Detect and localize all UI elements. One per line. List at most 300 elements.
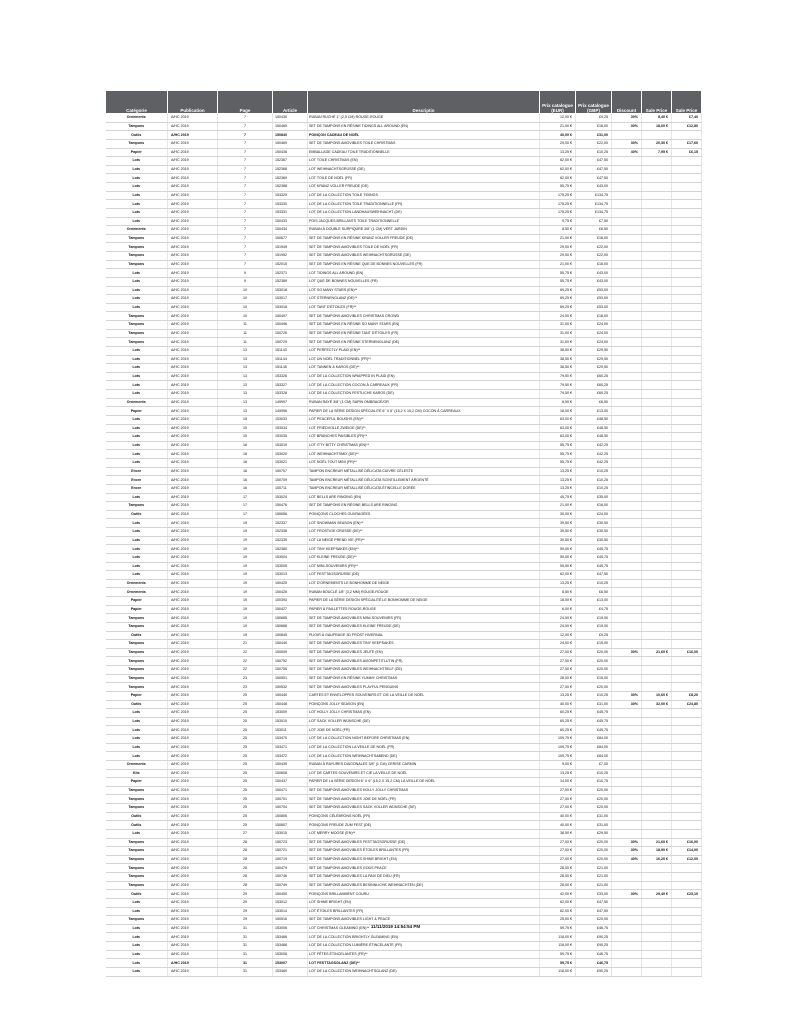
cell-price-eur: 27,00 € [540,855,576,864]
cell-sale-price-eur: 29,40 € [642,890,672,899]
cell-article: 150746 [273,873,308,882]
cell-sale-price-eur [642,398,672,407]
cell-description: PAPIER À PAILLETTES ROUGE-ROUGE [308,605,540,614]
cell-sale-price-gbp [672,743,702,752]
cell-description: LOT KLEINE FREUDE (DE)** [308,553,540,562]
cell-publication: A/HC 2019 [168,467,218,476]
cell-article: 153012 [273,898,308,907]
cell-article: 150845 [273,631,308,640]
cell-publication: A/HC 2019 [168,631,218,640]
cell-price-eur: 38,50 € [540,355,576,364]
cell-price-gbp: £60,25 [576,381,612,390]
cell-sale-price-eur [642,553,672,562]
cell-discount [612,200,642,209]
table-row [106,933,702,942]
cell-publication: A/HC 2019 [168,588,218,597]
cell-discount [612,528,642,537]
cell-article: 150656 [273,510,308,519]
cell-price-gbp: £22,00 [576,252,612,261]
cell-description: SET DE TAMPONS AMOVIBLES SHINE BRIGHT (EN) [308,855,540,864]
cell-discount [612,795,642,804]
cell-publication: A/HC 2019 [168,838,218,847]
cell-price-gbp: £24,00 [576,338,612,347]
cell-price-gbp: £21,00 [576,864,612,873]
cell-price-eur: 18,00 € [540,407,576,416]
cell-price-eur: 60,25 € [540,717,576,726]
cell-page: 23 [218,674,273,683]
cell-price-eur: 69,25 € [540,303,576,312]
table-row [106,407,702,416]
cell-page: 25 [218,709,273,718]
cell-article: 152339 [273,536,308,545]
cell-sale-price-eur [642,579,672,588]
cell-description: LOT NOËL TOUT MINI (FR)** [308,459,540,468]
cell-publication: A/HC 2019 [168,191,218,200]
cell-sale-price-gbp [672,545,702,554]
cell-description: SET DE TAMPONS EN RÉSINE TIDINGS ALL AROUND (EN) [308,122,540,131]
cell-publication: A/HC 2019 [168,114,218,123]
table-row [106,890,702,899]
cell-sale-price-eur [642,346,672,355]
cell-page: 28 [218,881,273,890]
cell-sale-price-gbp [672,381,702,390]
cell-discount [612,622,642,631]
cell-category: Tampons [106,683,168,692]
cell-price-eur: 12,00 € [540,631,576,640]
cell-publication: A/HC 2019 [168,553,218,562]
cell-price-eur: 38,50 € [540,346,576,355]
cell-page: 11 [218,321,273,330]
cell-price-eur: 13,25 € [540,484,576,493]
cell-sale-price-gbp [672,916,702,925]
cell-article: 152388 [273,183,308,192]
header-sale-price-gbp: Sale Price [672,91,702,114]
cell-article: 153470 [273,735,308,744]
cell-category: Lots [106,959,168,968]
header-publication: Publication [168,91,218,114]
cell-category: Tampons [106,648,168,657]
cell-price-gbp: £31,00 [576,131,612,140]
table-row [106,131,702,140]
cell-description: POINÇONS CLOCHES OUVRAGÉES [308,510,540,519]
cell-publication: A/HC 2019 [168,916,218,925]
cell-price-gbp: £24,00 [576,329,612,338]
cell-page: 13 [218,346,273,355]
cell-category: Papier [106,148,168,157]
cell-discount [612,614,642,623]
cell-category: Papier [106,691,168,700]
cell-page: 28 [218,855,273,864]
cell-description: SET DE TAMPONS AMOVIBLES KLEINE FREUDE (DE) [308,622,540,631]
cell-sale-price-eur [642,476,672,485]
cell-sale-price-gbp [672,735,702,744]
cell-description: SET DE TAMPONS AMOVIBLES CHRISTMAS CROWD [308,312,540,321]
cell-sale-price-eur [642,760,672,769]
table-row [106,536,702,545]
cell-price-eur: 59,50 € [540,562,576,571]
table-row [106,174,702,183]
cell-article: 150426 [273,588,308,597]
cell-page: 29 [218,907,273,916]
cell-category: Tampons [106,614,168,623]
cell-sale-price-eur [642,942,672,951]
cell-page: 22 [218,648,273,657]
cell-page: 7 [218,200,273,209]
table-row [106,381,702,390]
table-row [106,122,702,131]
cell-price-gbp: £48,50 [576,433,612,442]
cell-category: Lots [106,562,168,571]
table-row [106,398,702,407]
cell-sale-price-eur [642,372,672,381]
table-row [106,726,702,735]
cell-article: 150440 [273,691,308,700]
cell-category: Lots [106,933,168,942]
cell-article: 150516 [273,916,308,925]
cell-price-gbp: £42,25 [576,441,612,450]
cell-publication: A/HC 2019 [168,700,218,709]
cell-discount: 40% [612,148,642,157]
table-row [106,355,702,364]
cell-price-gbp: £47,50 [576,571,612,580]
cell-publication: A/HC 2019 [168,735,218,744]
cell-price-eur: 9,75 € [540,217,576,226]
cell-price-eur: 13,25 € [540,769,576,778]
cell-publication: A/HC 2019 [168,398,218,407]
cell-price-eur: 59,50 € [540,553,576,562]
cell-article: 150719 [273,855,308,864]
cell-article: 153011 [273,726,308,735]
cell-article: 153009 [273,709,308,718]
table-row [106,364,702,373]
cell-sale-price-gbp [672,174,702,183]
cell-article: 153034 [273,424,308,433]
cell-page: 10 [218,303,273,312]
cell-price-eur: 14,00 € [540,778,576,787]
cell-sale-price-eur [642,873,672,882]
cell-publication: A/HC 2019 [168,950,218,959]
cell-price-gbp: £13,00 [576,597,612,606]
cell-page: 7 [218,252,273,261]
cell-description: SET DE TAMPONS AMOVIBLES TINY KEEPSAKES [308,640,540,649]
cell-article: 153020 [273,450,308,459]
cell-publication: A/HC 2019 [168,415,218,424]
cell-article: 150707 [273,467,308,476]
cell-category: Tampons [106,312,168,321]
cell-publication: A/HC 2019 [168,174,218,183]
cell-sale-price-gbp [672,597,702,606]
table-row [106,743,702,752]
cell-price-gbp: £45,75 [576,709,612,718]
cell-description: LOT ÉTOILES BRILLANTES (FR) [308,907,540,916]
cell-sale-price-gbp [672,510,702,519]
table-row [106,942,702,951]
cell-category: Lots [106,390,168,399]
cell-page: 25 [218,821,273,830]
cell-page: 19 [218,562,273,571]
cell-description: POINÇONS JOLLY SEASON (EN) [308,700,540,709]
cell-article: 151144 [273,355,308,364]
cell-sale-price-eur [642,329,672,338]
cell-price-gbp: £33,00 [576,890,612,899]
cell-description: SET DE TAMPONS AMOVIBLES BESINNLICHE WEIHNACHTEN (DE) [308,881,540,890]
cell-sale-price-gbp [672,898,702,907]
cell-page: 19 [218,571,273,580]
cell-discount [612,252,642,261]
cell-price-gbp: £90,25 [576,967,612,976]
cell-description: LOT SHINE BRIGHT (EN) [308,898,540,907]
cell-sale-price-eur [642,786,672,795]
cell-discount [612,717,642,726]
cell-page: 25 [218,786,273,795]
cell-sale-price-eur [642,200,672,209]
cell-discount [612,864,642,873]
cell-page: 23 [218,683,273,692]
cell-sale-price-gbp [672,476,702,485]
cell-discount [612,898,642,907]
cell-description: LOT STERNENGLANZ (DE)** [308,295,540,304]
cell-sale-price-eur [642,916,672,925]
cell-price-eur: 109,75 € [540,735,576,744]
cell-page: 10 [218,286,273,295]
cell-sale-price-eur [642,743,672,752]
cell-price-gbp: £45,75 [576,717,612,726]
cell-price-gbp: £48,50 [576,415,612,424]
cell-category: Outils [106,890,168,899]
cell-sale-price-eur [642,321,672,330]
cell-price-gbp: £16,00 [576,122,612,131]
cell-description: SET DE TAMPONS AMOVIBLES WEIHNACHTSGRÜSSE (DE) [308,252,540,261]
cell-sale-price-eur [642,545,672,554]
cell-price-eur: 60,25 € [540,726,576,735]
cell-discount: 40% [612,855,642,864]
cell-article: 153024 [273,493,308,502]
cell-page: 19 [218,519,273,528]
cell-page: 7 [218,157,273,166]
cell-sale-price-gbp [672,252,702,261]
cell-sale-price-eur: 21,60 € [642,838,672,847]
cell-price-gbp: £29,50 [576,829,612,838]
cell-discount [612,234,642,243]
cell-page: 19 [218,622,273,631]
table-row [106,493,702,502]
cell-price-eur: 59,50 € [540,545,576,554]
cell-sale-price-eur [642,157,672,166]
table-row [106,804,702,813]
cell-page: 7 [218,217,273,226]
cell-article: 150755 [273,666,308,675]
cell-publication: A/HC 2019 [168,433,218,442]
cell-price-eur: 79,50 € [540,381,576,390]
cell-discount [612,502,642,511]
cell-article: 150807 [273,821,308,830]
cell-page: 25 [218,726,273,735]
cell-article: 150501 [273,674,308,683]
cell-description: LOT TIDINGS ALL AROUND (EN) [308,269,540,278]
cell-description: LOT DE LA COLLECTION COCON À CARREAUX (FR) [308,381,540,390]
cell-description: LOT DE LA COLLECTION TOILE TRADITIONNELLE (FR) [308,200,540,209]
cell-price-eur: 63,00 € [540,433,576,442]
cell-description: LOT KRANZ VOLLER FREUDE (DE) [308,183,540,192]
table-row [106,683,702,692]
cell-article: 153004 [273,553,308,562]
cell-description: EMBALLAGE CADEAU TOILE TRADITIONNELLE [308,148,540,157]
cell-price-gbp: £10,25 [576,467,612,476]
cell-sale-price-eur [642,510,672,519]
table-row [106,881,702,890]
cell-description: SET DE TAMPONS AMOVIBLES TOILE DE NOËL (FR) [308,243,540,252]
cell-price-gbp: £47,50 [576,174,612,183]
cell-category: Tampons [106,674,168,683]
cell-price-gbp: £134,75 [576,208,612,217]
cell-article: 150704 [273,804,308,813]
cell-discount [612,321,642,330]
cell-publication: A/HC 2019 [168,260,218,269]
cell-article: 153326 [273,372,308,381]
cell-sale-price-eur [642,441,672,450]
cell-discount [612,907,642,916]
table-row [106,855,702,864]
cell-article: 153466 [273,933,308,942]
cell-category: Lots [106,183,168,192]
cell-price-gbp: £10,25 [576,148,612,157]
cell-publication: A/HC 2019 [168,933,218,942]
cell-article: 152371 [273,269,308,278]
cell-price-gbp: £10,25 [576,579,612,588]
table-row [106,321,702,330]
cell-price-gbp: £84,00 [576,752,612,761]
cell-sale-price-gbp [672,226,702,235]
cell-article: 150806 [273,812,308,821]
cell-discount [612,484,642,493]
cell-category: Lots [106,217,168,226]
cell-price-eur: 21,00 € [540,234,576,243]
cell-price-gbp: £42,25 [576,450,612,459]
cell-publication: A/HC 2019 [168,243,218,252]
cell-sale-price-eur [642,234,672,243]
cell-price-eur: 31,00 € [540,338,576,347]
cell-article: 152337 [273,519,308,528]
cell-description: LOT FRIEDVOLLE ZWEIGE (DE)** [308,424,540,433]
cell-page: 7 [218,165,273,174]
cell-sale-price-eur [642,622,672,631]
cell-article: 150497 [273,312,308,321]
cell-price-gbp: £22,00 [576,243,612,252]
cell-category: Tampons [106,234,168,243]
cell-category: Lots [106,493,168,502]
cell-page: 31 [218,967,273,976]
cell-sale-price-gbp [672,821,702,830]
cell-sale-price-gbp: £6,15 [672,148,702,157]
cell-article: 150448 [273,700,308,709]
cell-price-eur: 27,00 € [540,657,576,666]
cell-publication: A/HC 2019 [168,355,218,364]
table-row [106,191,702,200]
cell-article: 153033 [273,415,308,424]
cell-article: 150476 [273,502,308,511]
cell-price-eur: 63,00 € [540,415,576,424]
cell-sale-price-eur [642,898,672,907]
cell-category: Lots [106,286,168,295]
cell-publication: A/HC 2019 [168,545,218,554]
cell-description: SET DE TAMPONS EN RÉSINE YUMMY CHRISTMAS [308,674,540,683]
cell-discount [612,441,642,450]
cell-sale-price-gbp: £17,60 [672,139,702,148]
cell-article: 153019 [273,441,308,450]
cell-sale-price-eur [642,433,672,442]
cell-sale-price-eur [642,252,672,261]
cell-price-eur: 27,00 € [540,666,576,675]
table-row [106,648,702,657]
cell-description: LOT FÊTES ÉTINCELANTES (FR)** [308,950,540,959]
cell-page: 25 [218,804,273,813]
cell-article: 153469 [273,967,308,976]
cell-price-gbp: £60,25 [576,372,612,381]
cell-description: LOT WEIHNACHTSGRÜSSE (DE) [308,165,540,174]
cell-sale-price-eur [642,450,672,459]
cell-discount: 30% [612,847,642,856]
cell-price-eur: 21,00 € [540,502,576,511]
cell-description: SET DE TAMPONS AMOVIBLES GODS PEACE [308,864,540,873]
cell-page: 16 [218,467,273,476]
cell-sale-price-gbp [672,536,702,545]
table-row [106,208,702,217]
cell-price-eur: 40,00 € [540,700,576,709]
cell-page: 25 [218,795,273,804]
cell-sale-price-gbp [672,950,702,959]
cell-category: Lots [106,174,168,183]
cell-description: LOT D'ORNEMENTS LE BONHOMME DE NEIGE [308,579,540,588]
cell-sale-price-eur [642,683,672,692]
cell-sale-price-eur [642,183,672,192]
cell-sale-price-gbp [672,502,702,511]
cell-sale-price-eur [642,881,672,890]
cell-description: LOT CHRISTMAS GLEAMING (EN)** [308,924,540,933]
cell-price-gbp: £35,00 [576,493,612,502]
cell-price-eur: 79,50 € [540,390,576,399]
table-row [106,200,702,209]
cell-description: LOT HOLLY JOLLY CHRISTMAS (EN) [308,709,540,718]
table-row [106,674,702,683]
cell-sale-price-eur [642,597,672,606]
cell-sale-price-eur [642,131,672,140]
cell-sale-price-gbp [672,907,702,916]
cell-sale-price-gbp [672,217,702,226]
cell-sale-price-gbp [672,295,702,304]
cell-discount [612,277,642,286]
cell-category: Ornements [106,226,168,235]
cell-price-gbp: £20,00 [576,838,612,847]
cell-price-gbp: £10,75 [576,778,612,787]
cell-category: Tampons [106,329,168,338]
cell-category: Lots [106,208,168,217]
table-row [106,252,702,261]
cell-article: 150701 [273,795,308,804]
cell-price-gbp: £7,50 [576,217,612,226]
cell-sale-price-eur [642,950,672,959]
cell-category: Lots [106,277,168,286]
cell-article: 150677 [273,234,308,243]
cell-category: Tampons [106,252,168,261]
cell-publication: A/HC 2019 [168,786,218,795]
cell-article: 152368 [273,165,308,174]
cell-price-eur: 18,00 € [540,597,576,606]
cell-price-gbp: £20,00 [576,683,612,692]
cell-description: PAPIER DE LA SÉRIE DESIGN SPÉCIALITÉ LE BONHOMME DE NEIGE [308,597,540,606]
cell-sale-price-gbp: £16,00 [672,838,702,847]
cell-price-gbp: £31,00 [576,700,612,709]
cell-description: POIS JACQUES BRILLANTS TOILE TRADITIONNELLE [308,217,540,226]
